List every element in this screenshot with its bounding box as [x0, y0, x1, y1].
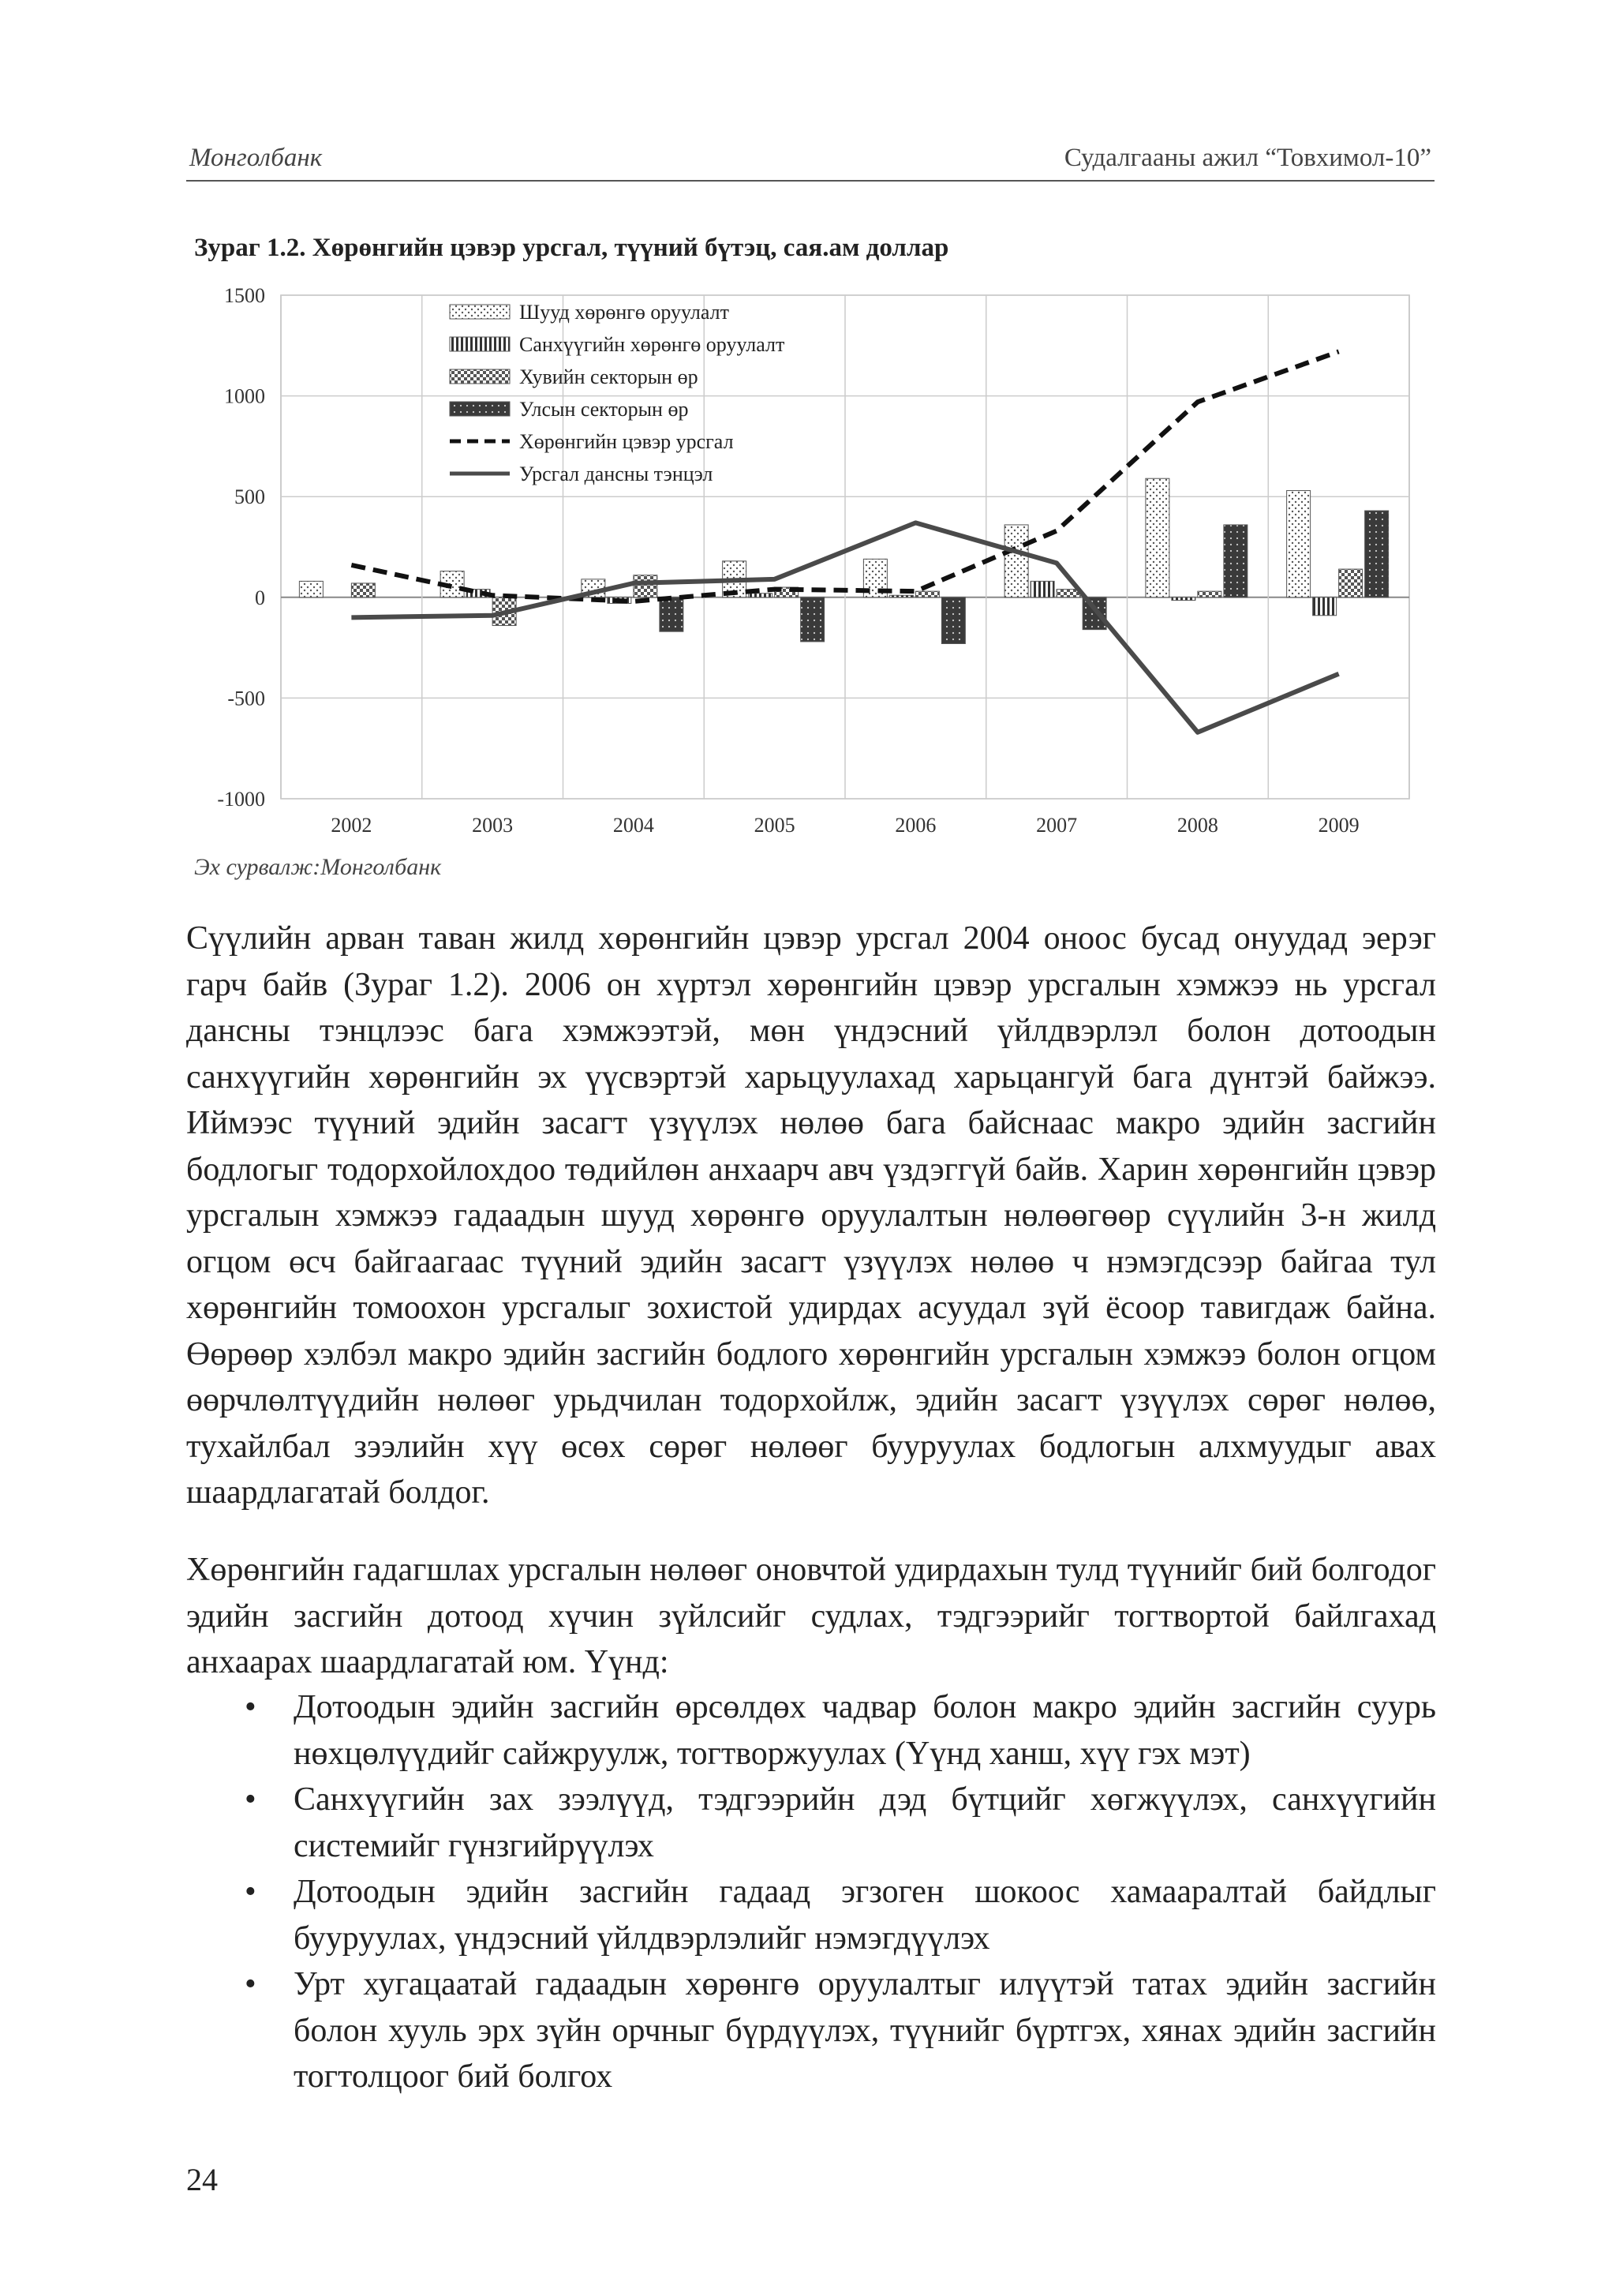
- chart-ticks: [217, 284, 1359, 837]
- legend-label: Хувийн секторын өр: [519, 365, 698, 388]
- bar-checker: [915, 591, 939, 597]
- bullet-item: [186, 1961, 1436, 2100]
- chart-bars: [299, 478, 1388, 643]
- bullet-text: Урт хугацаатай гадаадын хөрөнгө оруулалтыг илүүтэй татах эдийн засгийн болон хууль эрх зүйн орчныг бүрдүүлэх, түүнийг бүртгэх, хянах эдийн засгийн тогтолцоог бий болгох: [294, 1966, 1436, 2095]
- bullet-text: Дотоодын эдийн засгийн гадаад эгзоген шокоос хамааралтай байдлыг бууруулах, үндэсний үйлдвэрлэлийг нэмэгдүүлэх: [294, 1874, 1436, 1957]
- bar-dark-dots: [1365, 511, 1389, 597]
- bar-dark-dots: [941, 597, 965, 644]
- bullet-marker: •: [245, 1781, 256, 1818]
- y-tick-label: 0: [255, 586, 265, 609]
- bar-dots: [1004, 525, 1028, 597]
- page-number: 24: [186, 2162, 218, 2197]
- legend-swatch: [450, 402, 510, 416]
- y-tick-label: -500: [227, 687, 265, 710]
- x-tick-label: 2002: [331, 814, 372, 837]
- legend-label: Шууд хөрөнгө оруулалт: [519, 301, 729, 324]
- bullet-list: [186, 1684, 1436, 2100]
- body-paragraph: Хөрөнгийн гадагшлах урсгалын нөлөөг оновчтой удирдахын тулд түүнийг бий болгодог эдийн засгийн дотоод хүчин зүйлсийг судлах, тэдгээрийг тогтвортой байлгахад анхаарах шаардлагатай юм. Үүнд:: [186, 1552, 1436, 1680]
- legend-label: Хөрөнгийн цэвэр урсгал: [519, 430, 734, 453]
- y-tick-label: -1000: [217, 788, 265, 811]
- y-tick-label: 1500: [224, 284, 265, 307]
- header-rule: [186, 180, 1435, 182]
- y-tick-label: 500: [234, 485, 265, 509]
- x-tick-label: 2006: [895, 814, 937, 837]
- legend-label: Урсгал дансны тэнцэл: [519, 463, 713, 485]
- bar-stripes: [749, 594, 772, 597]
- bullet-marker: •: [245, 1874, 256, 1910]
- bar-dark-dots: [801, 597, 825, 642]
- bar-stripes: [1031, 581, 1054, 597]
- bar-dots: [299, 581, 323, 597]
- bullet-item: [186, 1777, 1436, 1869]
- chart-legend: [450, 301, 784, 485]
- x-tick-label: 2005: [754, 814, 795, 837]
- bar-stripes: [1313, 597, 1337, 616]
- x-tick-label: 2008: [1176, 814, 1218, 837]
- figure-source: Эх сурвалж:Монголбанк: [194, 854, 442, 880]
- bar-checker: [1339, 569, 1363, 597]
- bullet-text: Дотоодын эдийн засгийн өрсөлдөх чадвар болон макро эдийн засгийн суурь нөхцөлүүдийг сайжруулж, тогтворжуулах (Үүнд ханш, хүү гэх мэт): [294, 1689, 1436, 1772]
- bar-dark-dots: [1224, 525, 1248, 597]
- bar-dots: [1287, 491, 1311, 597]
- x-tick-label: 2007: [1036, 814, 1078, 837]
- legend-label: Улсын секторын өр: [519, 398, 689, 421]
- bullet-text: Санхүүгийн зах зээлүүд, тэдгээрийн дэд бүтцийг хөгжүүлэх, санхүүгийн системийг гүнзгийрүүлэх: [294, 1781, 1436, 1864]
- bar-stripes: [889, 595, 913, 597]
- figure-title: Зураг 1.2. Хөрөнгийн цэвэр урсгал, түүний бүтэц, сая.ам доллар: [194, 234, 949, 262]
- bar-checker: [351, 583, 375, 597]
- bar-checker: [634, 575, 657, 597]
- bullet-item: [186, 1684, 1436, 1777]
- legend-swatch: [450, 369, 510, 384]
- body-paragraph: Сүүлийн арван таван жилд хөрөнгийн цэвэр урсгал 2004 оноос бусад онуудад эерэг гарч байв (Зураг 1.2). 2006 он хүртэл хөрөнгийн цэвэр урсгалын хэмжээ нь урсгал дансны тэнцлээс бага хэмжээтэй, мөн үндэсний үйлдвэрлэл болон дотоодын санхүүгийн хөрөнгийн эх үүсвэртэй харьцуулахад харьцангуй бага дүнтэй байжээ. Иймээс түүний эдийн засагт үзүүлэх нөлөө бага байснаас макро эдийн засгийн бодлогыг тодорхойлохдоо төдийлөн анхаарч авч үздэггүй байв. Харин хөрөнгийн цэвэр урсгалын хэмжээ гадаадын шууд хөрөнгө оруулалтын нөлөөгөөр сүүлийн 3-н жилд огцом өсч байгаагаас түүний эдийн засагт үзүүлэх нөлөө ч нэмэгдсээр байгаа тул хөрөнгийн томоохон урсгалыг зохистой удирдах асуудал зүй ёсоор тавигдаж байна. Өөрөөр хэлбэл макро эдийн засгийн бодлого хөрөнгийн урсгалын хэмжээ болон огцом өөрчлөлтүүдийн нөлөөг урьдчилан тодорхойлж, эдийн засагт үзүүлэх сөрөг нөлөө, тухайлбал зээлийн хүү өсөх сөрөг нөлөөг бууруулах бодлогын алхмуудыг авах шаардлагатай болдог.: [186, 920, 1436, 1511]
- running-header-left: Монголбанк: [189, 144, 323, 172]
- legend-swatch: [450, 337, 510, 351]
- y-tick-label: 1000: [224, 384, 265, 408]
- x-tick-label: 2003: [472, 814, 514, 837]
- legend-swatch: [450, 305, 510, 319]
- capital-flow-chart: [186, 276, 1436, 845]
- bar-checker: [1198, 591, 1221, 597]
- bar-stripes: [1172, 597, 1195, 601]
- bullet-item: [186, 1869, 1436, 1961]
- x-tick-label: 2004: [612, 814, 654, 837]
- bullet-marker: •: [245, 1689, 256, 1725]
- running-header-right: Судалгааны ажил “Товхимол-10”: [1064, 144, 1431, 172]
- bullet-marker: •: [245, 1966, 256, 2002]
- x-tick-label: 2009: [1318, 814, 1360, 837]
- bar-dark-dots: [660, 597, 683, 631]
- legend-label: Санхүүгийн хөрөнгө оруулалт: [519, 333, 785, 356]
- bar-dots: [1146, 478, 1169, 597]
